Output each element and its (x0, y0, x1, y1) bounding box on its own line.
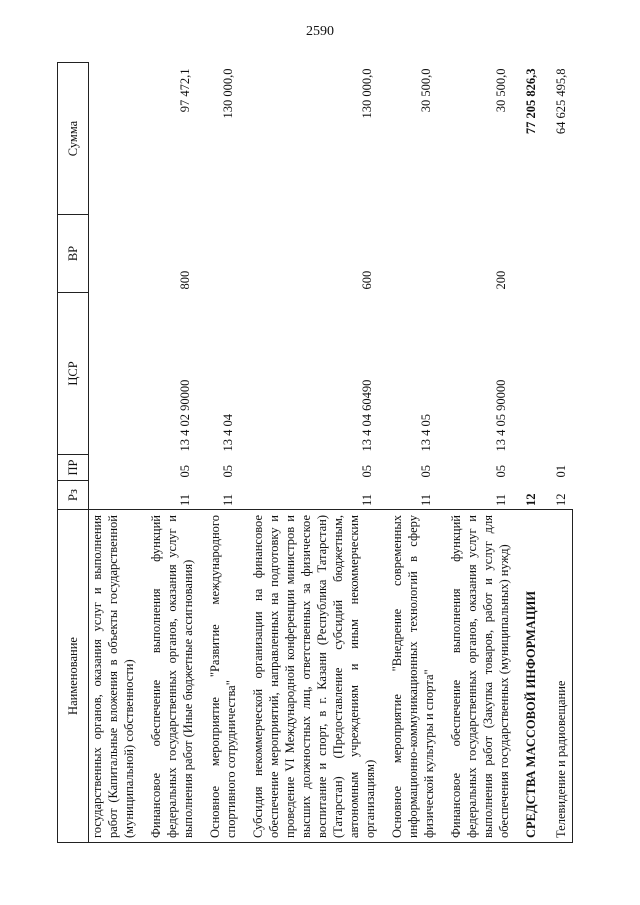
table-row (196, 63, 239, 843)
row-vr (512, 215, 542, 293)
header-sum: Сумма (58, 63, 89, 215)
row-csr: 13 4 04 (221, 414, 235, 452)
row-pr: 05 (221, 465, 235, 478)
row-pr (512, 455, 542, 481)
row-vr (542, 215, 572, 293)
row-pr: 05 (178, 465, 192, 478)
row-name: Субсидия некоммерческой организации на финансовое обеспечение мероприятий, направленных на подготовку и проведение VI Международной конференции министров и высших должностных лиц, ответственных за физическое воспитание и спорт, в г. Казани (Республика Татарстан) (Татарстан) (Предоставление субсидий бюджетным, автономным учреждениям и иным некоммерческим организациям) (239, 510, 378, 843)
row-pr: 05 (419, 465, 433, 478)
table-row (137, 63, 196, 843)
row-sum: 30 500,0 (494, 68, 508, 113)
row-pr: 05 (494, 465, 508, 478)
row-vr (196, 215, 239, 293)
row-vr (378, 215, 437, 293)
row-sum: 30 500,0 (419, 68, 433, 113)
row-csr (542, 293, 572, 455)
header-csr: ЦСР (58, 293, 89, 455)
row-name: Основное мероприятие "Развитие международного спортивного сотрудничества" (196, 510, 239, 843)
row-rz: 11 (494, 493, 508, 506)
header-vr: ВР (58, 215, 89, 293)
row-sum: 130 000,0 (360, 68, 374, 119)
row-rz: 12 (554, 493, 568, 506)
row-vr: 600 (360, 270, 374, 290)
row-name: Финансовое обеспечение выполнения функций федеральных государственных органов, оказания услуг и выполнения работ (Закупка товаров, работ и услуг для обеспечения государственных (муниципальных) нужд) (437, 510, 512, 843)
row-name: Основное мероприятие "Внедрение современных информационно-коммуникационных технологий в сферу физической культуры и спорта" (378, 510, 437, 843)
row-vr: 200 (494, 270, 508, 290)
table-row (542, 63, 572, 843)
row-rz: 12 (524, 493, 538, 506)
row-sum (89, 63, 138, 215)
page-number: 2590 (306, 24, 334, 39)
row-name: Телевидение и радиовещание (542, 510, 572, 843)
row-csr: 13 4 04 60490 (360, 379, 374, 452)
header-pr: ПР (58, 455, 89, 481)
row-sum: 130 000,0 (221, 68, 235, 119)
row-rz: 11 (360, 493, 374, 506)
row-name: государственных органов, оказания услуг и выполнения работ (Капитальные вложения в объекты государственной (муниципальной) собственности) (89, 510, 138, 843)
row-vr: 800 (178, 270, 192, 290)
row-sum: 97 472,1 (178, 68, 192, 113)
row-csr (512, 293, 542, 455)
row-csr: 13 4 05 90000 (494, 379, 508, 452)
table-row (437, 63, 512, 843)
table-row (378, 63, 437, 843)
row-csr: 13 4 05 (419, 414, 433, 452)
table-row (89, 63, 138, 843)
budget-table (57, 62, 573, 843)
row-pr (89, 455, 138, 481)
row-sum: 64 625 495,8 (554, 68, 568, 135)
table-row (239, 63, 378, 843)
header-rz: Рз (58, 481, 89, 510)
row-name: Финансовое обеспечение выполнения функций федеральных государственных органов, оказания услуг и выполнения работ (Иные бюджетные ассигнования) (137, 510, 196, 843)
row-rz: 11 (178, 493, 192, 506)
row-rz (89, 481, 138, 510)
table-header-row (58, 63, 89, 843)
row-csr: 13 4 02 90000 (178, 379, 192, 452)
row-csr (89, 293, 138, 455)
row-pr: 01 (554, 465, 568, 478)
section-name: СРЕДСТВА МАССОВОЙ ИНФОРМАЦИИ (512, 510, 542, 843)
table-row-section (512, 63, 542, 843)
row-rz: 11 (221, 493, 235, 506)
section-sum: 77 205 826,3 (524, 68, 538, 135)
row-vr (89, 215, 138, 293)
budget-table-sheet (57, 63, 585, 843)
row-pr: 05 (360, 465, 374, 478)
row-rz: 11 (419, 493, 433, 506)
header-name: Наименование (58, 510, 89, 843)
